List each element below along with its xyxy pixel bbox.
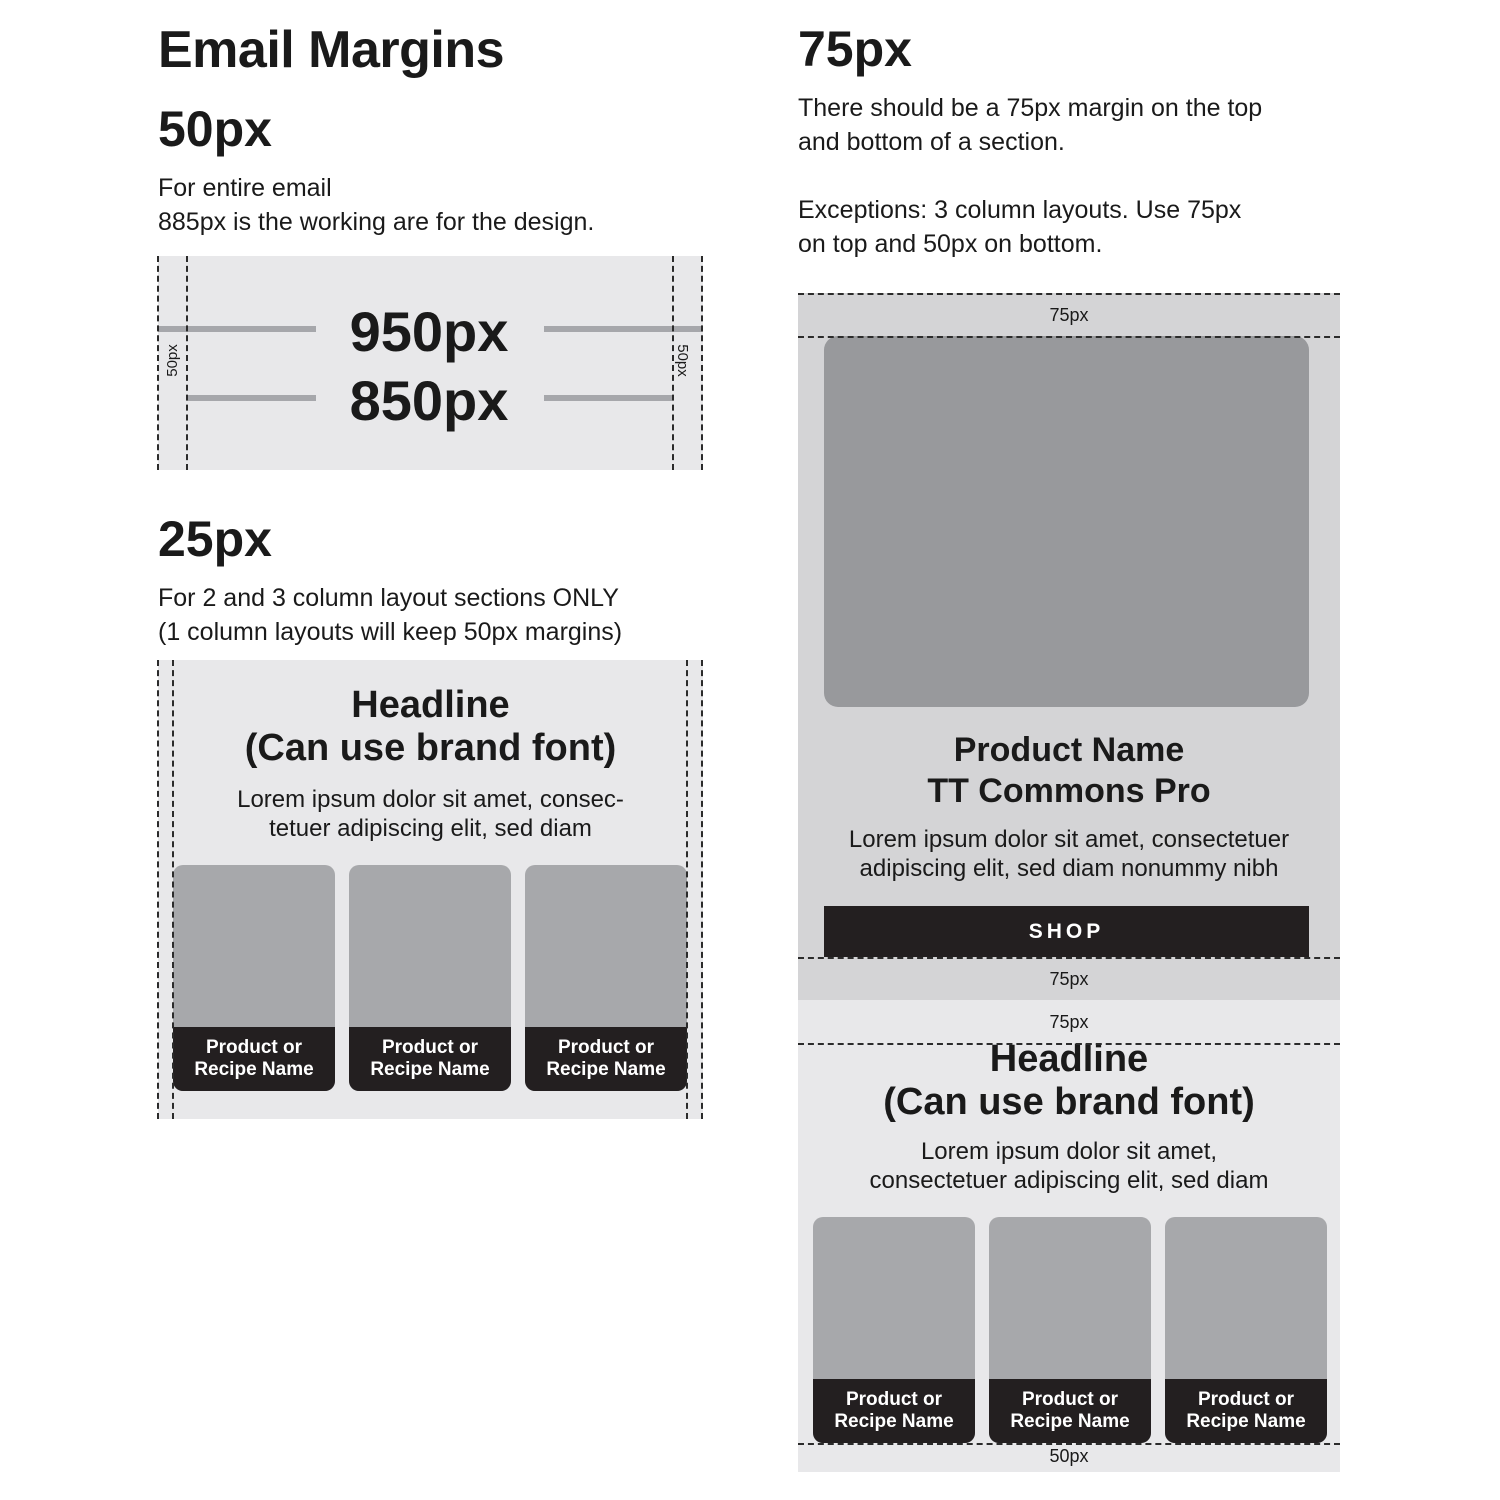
outer-width-label: 950px [349,300,509,363]
section-25-description: For 2 and 3 column layout sections ONLY (1 column layouts will keep 50px margins) [158,584,623,646]
product-card-label: Product or Recipe Name [349,1027,511,1091]
product-card-label: Product or Recipe Name [1165,1379,1327,1443]
product-name: Product Name TT Commons Pro [927,731,1211,810]
product-card-label: Product or Recipe Name [525,1027,687,1091]
product-top-margin-label: 75px [1049,305,1089,325]
inner-width-line-left [188,395,316,401]
product-card[interactable] [525,865,687,1091]
page-title: Email Margins [158,21,505,79]
three-col-top-margin-label: 75px [1049,1012,1089,1032]
section-75-description: There should be a 75px margin on the top and bottom of a section. Exceptions: 3 column layouts. Use 75px on top and 50px on bottom. [798,94,1263,258]
outer-edge-left-guide [157,660,159,1119]
product-card-label: Product or Recipe Name [173,1027,335,1091]
three-col-headline: Headline (Can use brand font) [883,1038,1255,1123]
three-col-bottom-margin-label: 50px [1049,1446,1089,1466]
product-card[interactable] [173,865,335,1091]
product-card-label: Product or Recipe Name [813,1379,975,1443]
outer-width-line-left [158,326,316,332]
inner-edge-left-guide [186,256,188,470]
inner-width-label: 850px [349,369,509,432]
outer-width-line-right [544,326,703,332]
shop-button[interactable] [824,906,1309,957]
three-col-bottom-margin-guide [798,1443,1340,1445]
inner-edge-left-guide [172,660,174,1119]
product-top-margin-guide [798,336,1340,338]
three-col-top-margin-guide [798,1043,1340,1045]
section-25-headline: Headline (Can use brand font) [244,684,617,769]
three-column-75-diagram [798,1000,1340,1472]
inner-edge-right-guide [672,256,674,470]
product-image-placeholder [824,336,1309,707]
shop-button-label: SHOP [1028,919,1105,943]
inner-width-line-right [544,395,672,401]
product-card[interactable] [989,1217,1151,1443]
email-width-diagram [158,256,703,470]
outer-edge-right-guide [701,660,703,1119]
three-col-body: Lorem ipsum dolor sit amet, consectetuer adipiscing elit, sed diam [869,1138,1269,1194]
inner-edge-right-guide [686,660,688,1119]
section-75-heading: 75px [798,21,912,77]
three-column-25-diagram [158,660,703,1119]
product-card[interactable] [1165,1217,1327,1443]
product-card[interactable] [813,1217,975,1443]
product-section-diagram [798,293,1340,1000]
outer-edge-right-guide [701,256,703,470]
section-25-heading: 25px [158,511,272,567]
product-body: Lorem ipsum dolor sit amet, consectetuer adipiscing elit, sed diam nonummy nibh [848,826,1290,882]
section-50-heading: 50px [158,101,272,157]
product-card-label: Product or Recipe Name [989,1379,1151,1443]
product-card[interactable] [349,865,511,1091]
product-bottom-margin-guide [798,957,1340,959]
right-margin-label: 50px [673,344,691,377]
section-25-body: Lorem ipsum dolor sit amet, consec- tetuer adipiscing elit, sed diam [237,786,624,842]
outer-edge-left-guide [157,256,159,470]
section-50-description: For entire email 885px is the working are for the design. [158,174,595,236]
left-margin-label: 50px [163,344,181,377]
product-top-edge-guide [798,293,1340,295]
product-bottom-margin-label: 75px [1049,969,1089,989]
